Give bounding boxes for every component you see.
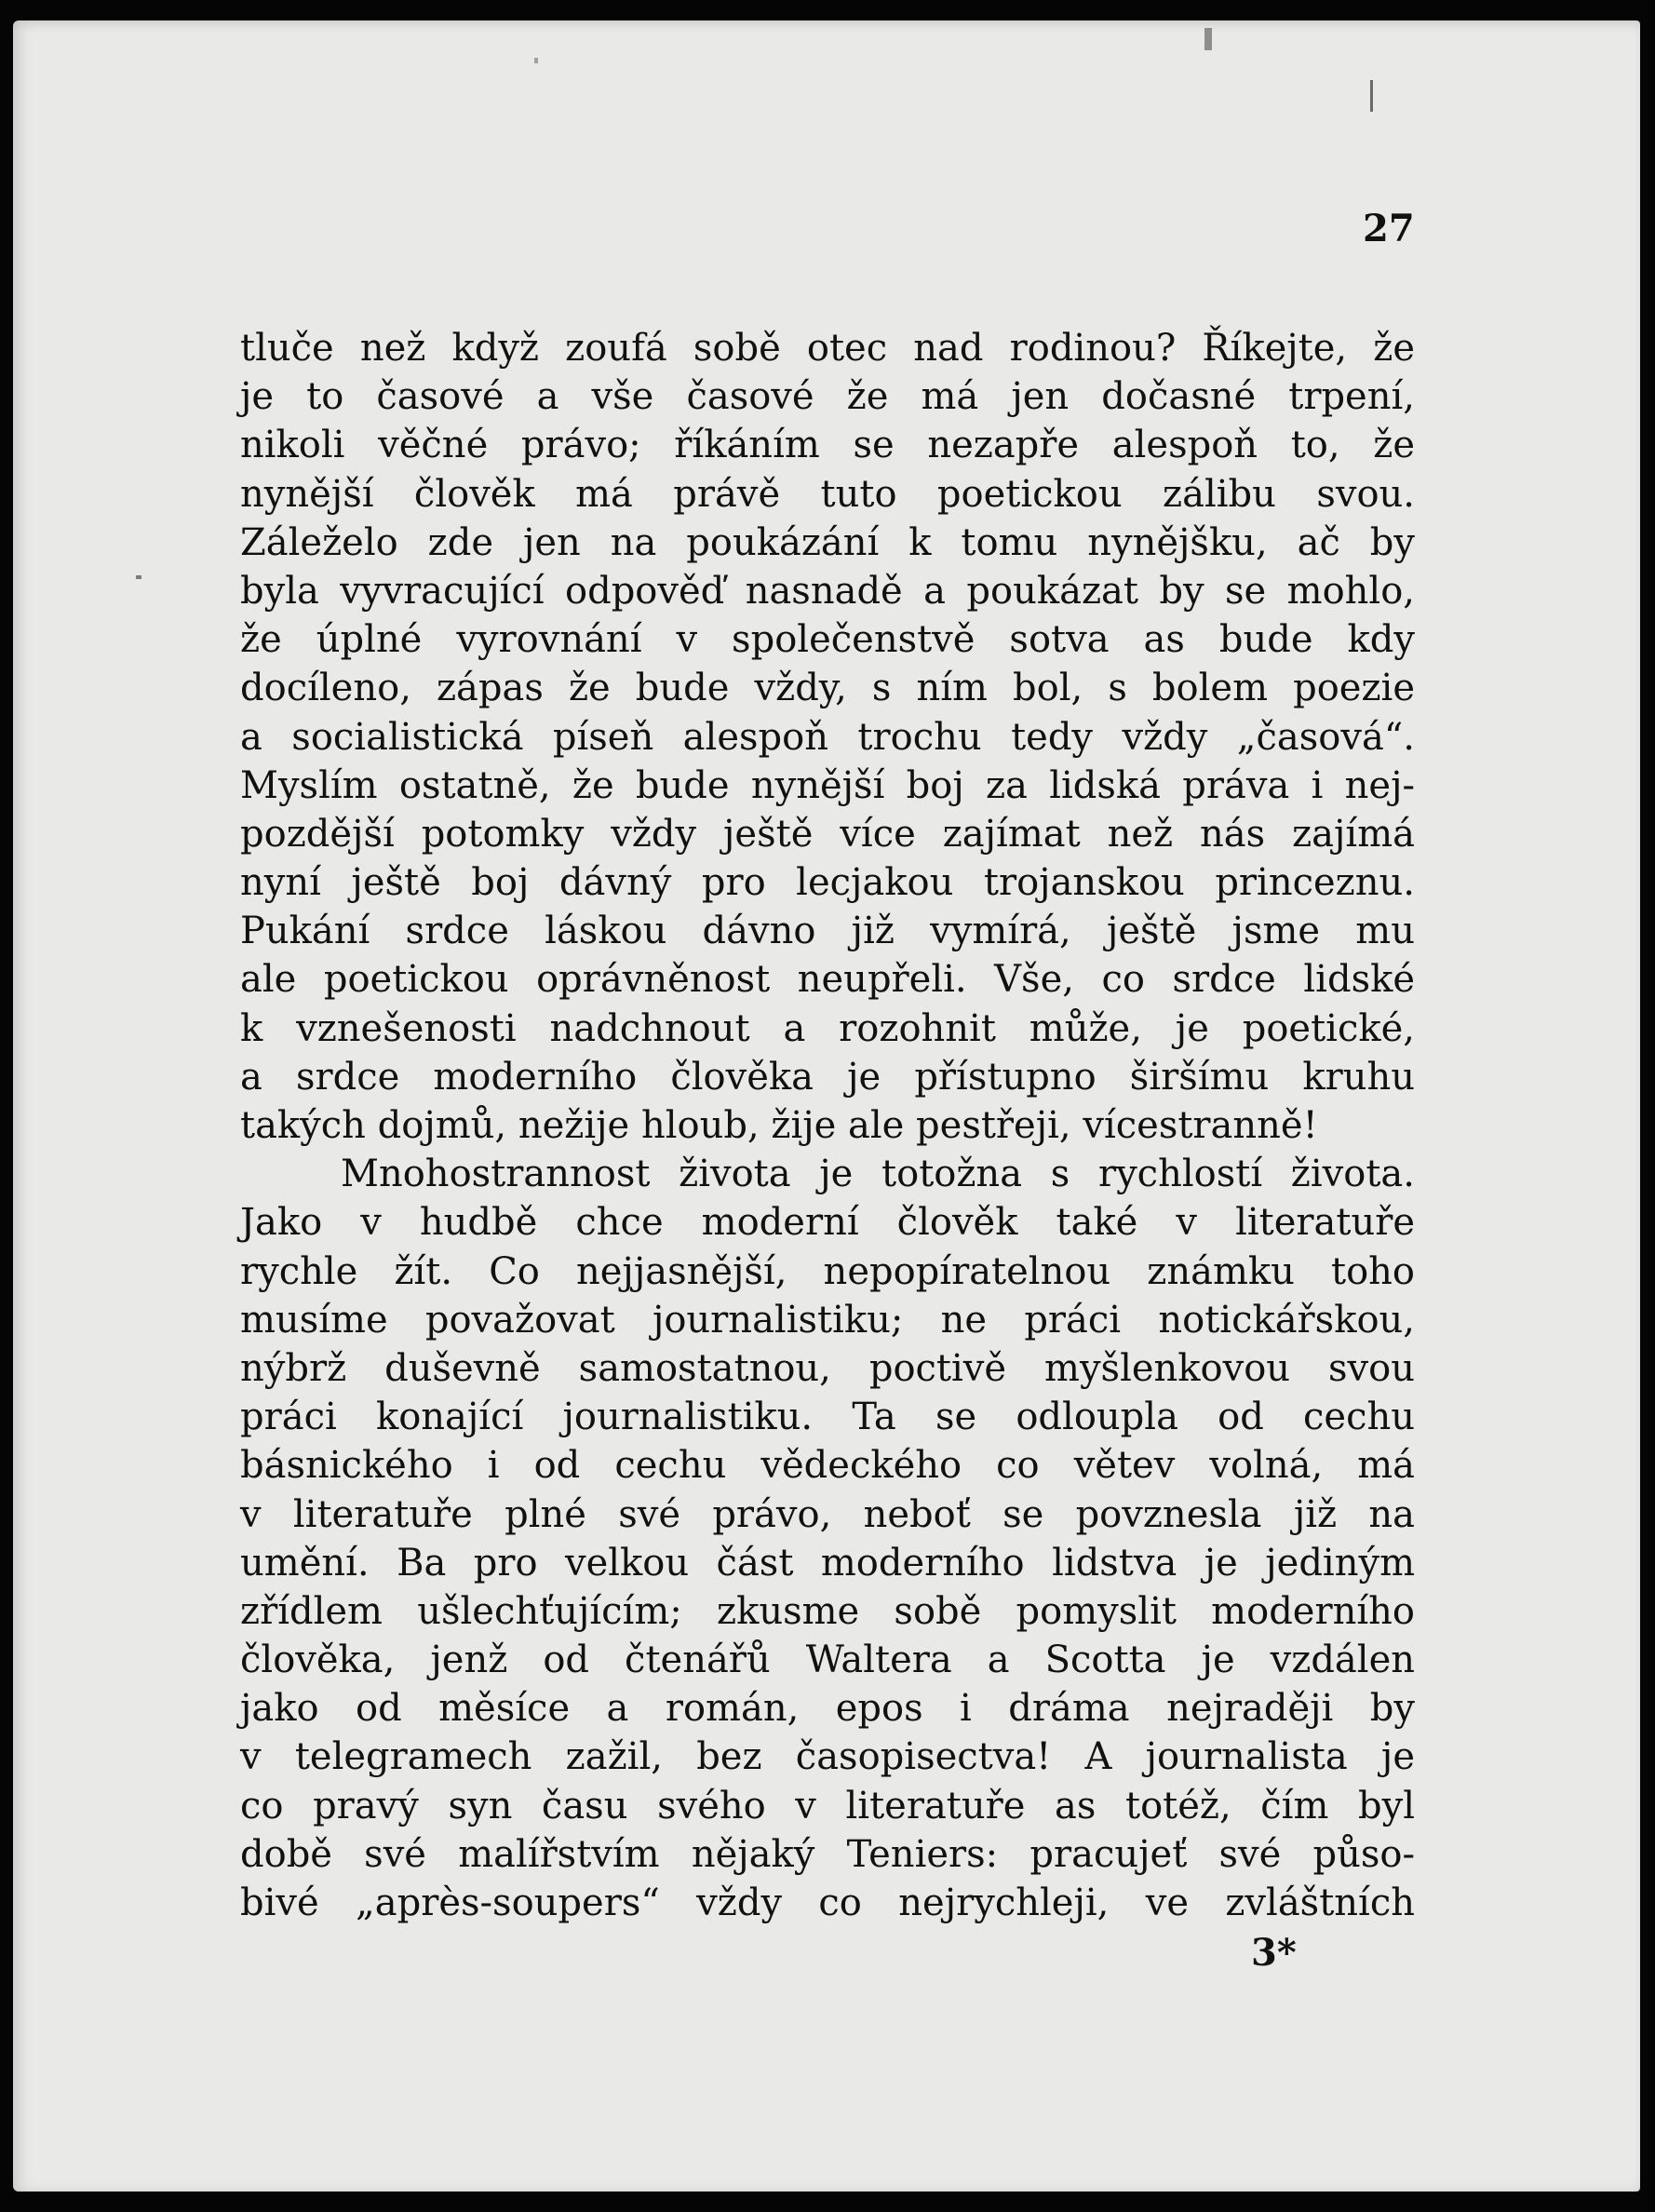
text-line: docíleno, zápas že bude vždy, s ním bol, s bolem poezie xyxy=(240,667,1415,710)
text-line: je to časové a vše časové že má jen dočasné trpení, xyxy=(240,375,1415,419)
text-line: básnického i od cechu vědeckého co větev volná, má xyxy=(240,1444,1415,1488)
page-number: 27 xyxy=(1363,207,1415,250)
text-line: pozdější potomky vždy ještě více zajímat než nás zajímá xyxy=(240,812,1415,856)
text-line: takých dojmů, nežije hloub, žije ale pestřeji, vícestranně! xyxy=(240,1104,1318,1147)
text-line: Myslím ostatně, že bude nynější boj za lidská práva i nej- xyxy=(240,763,1415,807)
text-line: rychle žít. Co nejjasnější, nepopíratelnou známku toho xyxy=(240,1249,1415,1293)
text-line: zřídlem ušlechťujícím; zkusme sobě pomyslit moderního xyxy=(240,1589,1415,1633)
text-line: nyní ještě boj dávný pro lecjakou trojanskou princeznu. xyxy=(240,861,1415,905)
text-line: nynější člověk má právě tuto poetickou zálibu svou. xyxy=(240,472,1415,516)
body-text xyxy=(240,324,1415,1927)
edge-mark xyxy=(534,58,538,63)
signature-mark: 3* xyxy=(1251,1931,1297,1975)
text-line: a socialistická píseň alespoň trochu tedy vždy „časová“. xyxy=(240,715,1415,759)
text-line: nikoli věčné právo; říkáním se nezapře alespoň to, že xyxy=(240,424,1415,467)
text-line: v telegramech zažil, bez časopisectva! A journalista je xyxy=(240,1735,1415,1779)
text-line: Jako v hudbě chce moderní člověk také v literatuře xyxy=(240,1201,1415,1245)
text-line: v literatuře plné své právo, neboť se povznesla již na xyxy=(240,1492,1415,1536)
text-line: k vznešenosti nadchnout a rozohnit může, je poetické, xyxy=(240,1006,1415,1050)
text-line: ale poetickou oprávněnost neupřeli. Vše, co srdce lidské xyxy=(240,958,1415,1002)
paragraph-start-line: Mnohostrannost života je totožna s rychlostí života. xyxy=(341,1153,1415,1196)
edge-mark xyxy=(1370,80,1373,112)
text-line: práci konající journalistiku. Ta se odloupla od cechu xyxy=(240,1396,1415,1439)
text-line: bivé „après-soupers“ vždy co nejrychleji, ve zvláštních xyxy=(240,1882,1415,1924)
text-line: byla vyvracující odpověď nasnadě a poukázat by se mohlo, xyxy=(240,569,1415,613)
text-line: že úplné vyrovnání v společenstvě sotva as bude kdy xyxy=(240,618,1415,662)
text-line: Pukání srdce láskou dávno již vymírá, ještě jsme mu xyxy=(240,910,1415,953)
text-line: člověka, jenž od čtenářů Waltera a Scotta je vzdálen xyxy=(240,1639,1415,1682)
text-line: umění. Ba pro velkou část moderního lidstva je jediným xyxy=(240,1541,1415,1585)
text-line: době své malířstvím nějaký Teniers: pracujeť své půso- xyxy=(240,1832,1415,1876)
book-page xyxy=(13,20,1640,2192)
text-line: musíme považovat journalistiku; ne práci notickářskou, xyxy=(240,1298,1415,1342)
text-line: Záleželo zde jen na poukázání k tomu nynějšku, ač by xyxy=(240,520,1415,564)
edge-mark xyxy=(136,575,141,579)
text-line: jako od měsíce a román, epos i dráma nejraději by xyxy=(240,1687,1415,1731)
text-line: co pravý syn času svého v literatuře as totéž, čím byl xyxy=(240,1784,1415,1828)
edge-mark xyxy=(1204,28,1212,50)
text-line: a srdce moderního člověka je přístupno širšímu kruhu xyxy=(240,1055,1415,1099)
text-line: nýbrž duševně samostatnou, poctivě myšlenkovou svou xyxy=(240,1346,1415,1390)
text-line: tluče než když zoufá sobě otec nad rodinou? Říkejte, že xyxy=(240,327,1415,370)
